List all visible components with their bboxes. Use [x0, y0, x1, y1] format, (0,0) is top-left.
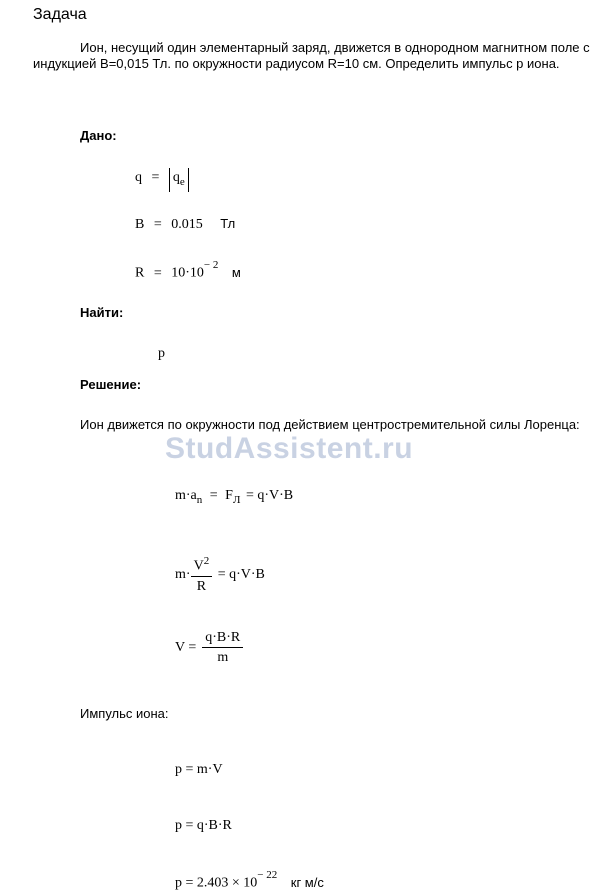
b-symbol: B	[135, 217, 145, 232]
equals-sign: =	[209, 488, 218, 503]
solution-text: Ион движется по окружности под действием центростремительной силы Лоренца:	[80, 417, 580, 432]
velocity-lhs: V =	[175, 640, 197, 655]
b-value: 0.015	[171, 217, 203, 232]
impulse-equation-1: p = m·V	[175, 762, 223, 777]
result-value: p = 2.403 × 10	[175, 875, 258, 891]
lorentz-rhs: = q·V·B	[245, 488, 294, 503]
b-unit: Тл	[220, 216, 236, 231]
equals-sign: =	[151, 170, 160, 185]
find-heading: Найти:	[80, 305, 124, 320]
n-subscript: n	[196, 493, 203, 506]
given-r-equation	[135, 259, 241, 282]
v-squared: 2	[203, 555, 210, 567]
result-unit: кг м/с	[290, 874, 324, 890]
watermark: StudAssistent.ru	[165, 432, 414, 465]
r-value: 10·10	[171, 265, 204, 281]
elementary-charge-abs	[169, 168, 189, 192]
solution-heading: Решение:	[80, 377, 142, 392]
v2-over-r-fraction	[191, 555, 213, 595]
impulse-result	[175, 869, 324, 892]
ma-term: m·a	[175, 488, 197, 503]
fraction-denominator: R	[196, 578, 207, 594]
result-exponent: − 22	[257, 869, 278, 881]
given-q-equation	[135, 168, 189, 192]
lorentz-equation	[175, 488, 293, 506]
find-variable: p	[158, 346, 165, 361]
velocity-fraction	[202, 630, 243, 666]
impulse-text: Импульс иона:	[80, 706, 169, 721]
force-symbol: F	[225, 488, 233, 503]
equals-sign: =	[153, 265, 162, 281]
impulse-equation-2: p = q·B·R	[175, 818, 232, 833]
velocity-numerator: q·B·R	[202, 630, 243, 648]
m-term: m·	[175, 566, 191, 582]
r-symbol: R	[135, 265, 145, 281]
r-unit: м	[231, 264, 241, 280]
force-subscript: Л	[232, 493, 241, 506]
elementary-charge: q	[172, 170, 180, 185]
fraction-numerator	[191, 555, 213, 577]
given-heading: Дано:	[80, 128, 117, 143]
problem-text: Ион, несущий один элементарный заряд, движется в однородном магнитном поле с индукцией B=0,015 Тл. по окружности радиусом R=10 см. Определить импульс р иона.	[33, 40, 590, 71]
page-title: Задача	[33, 6, 87, 23]
velocity-denominator: m	[217, 650, 229, 665]
centripetal-rhs: = q·V·B	[217, 566, 265, 582]
equals-sign: =	[153, 217, 162, 232]
q-symbol: q	[135, 170, 142, 185]
elementary-charge-sub: e	[179, 175, 185, 188]
given-b-equation	[135, 216, 235, 233]
velocity-equation	[175, 630, 243, 666]
r-exponent: − 2	[203, 259, 219, 271]
centripetal-equation	[175, 555, 265, 595]
v-symbol: V	[193, 558, 204, 574]
